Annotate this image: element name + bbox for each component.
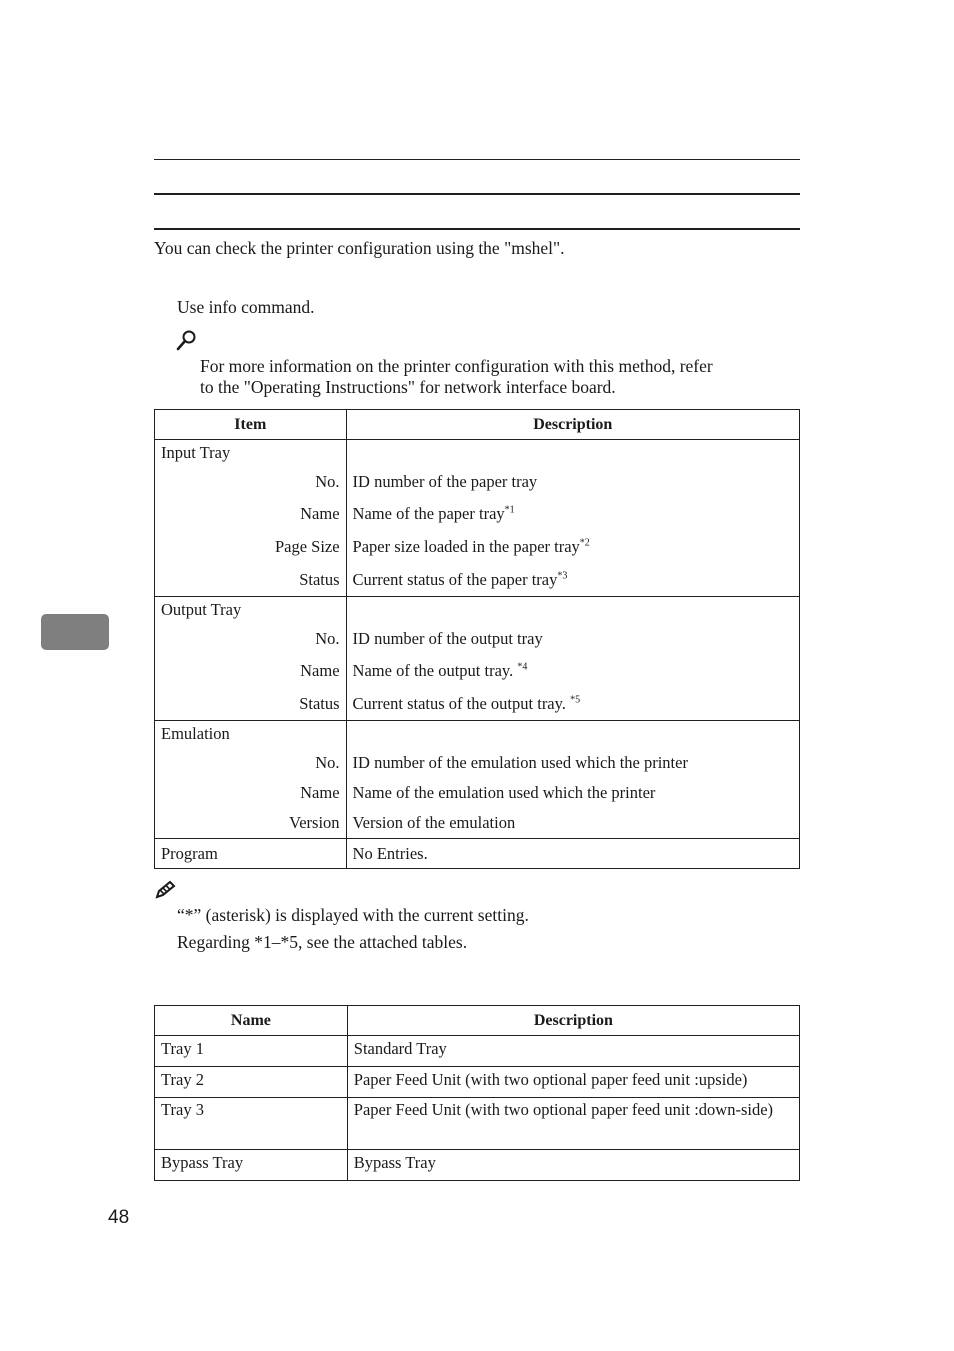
input-tray-no-desc: ID number of the paper tray [352,472,538,491]
input-tray-no: No. [315,472,340,491]
note-line-2: Regarding *1–*5, see the attached tables. [177,932,468,952]
pencil-icon [154,880,176,900]
reference-line-1: For more information on the printer configuration with this method, refer [200,356,713,376]
emulation-no-desc: ID number of the emulation used which the printer [352,753,688,772]
tray-desc-cell: Bypass Tray [347,1150,799,1181]
tray-desc-cell: Paper Feed Unit (with two optional paper feed unit :upside) [347,1067,799,1098]
input-tray-page-size-desc: Paper size loaded in the paper tray$^{*2}$ [352,537,590,556]
emulation-version: Version [289,813,340,832]
input-tray-group [155,440,800,597]
output-tray-no: No. [315,629,340,648]
table-row [155,1067,800,1098]
note-line-1: “*” (asterisk) is displayed with the current setting. [177,905,529,925]
input-tray-name-desc: Name of the paper tray$^{*1}$ [352,504,515,523]
magnifier-icon [176,329,198,351]
heading-rule-1 [154,193,800,195]
page-number: 48 [108,1207,130,1228]
program-row [155,839,800,869]
input-tray-label: Input Tray [161,443,231,462]
intro-text: You can check the printer configuration using the "mshel". [154,238,565,258]
program-label: Program [161,844,218,863]
header-name: Name [155,1006,348,1036]
input-tray-name: Name [300,504,340,523]
emulation-group [155,721,800,839]
emulation-name-desc: Name of the emulation used which the printer [352,783,656,802]
table-row [155,1098,800,1150]
input-tray-page-size: Page Size [274,537,340,556]
emulation-name: Name [300,783,340,802]
output-tray-group [155,597,800,721]
config-table [154,409,800,869]
config-table-header [155,410,800,440]
input-tray-status-desc: Current status of the paper tray$^{*3}$ [352,570,568,589]
input-tray-status: Status [299,570,340,589]
tray-name-cell: Bypass Tray [155,1150,348,1181]
emulation-no: No. [315,753,340,772]
tray-name-table-header [155,1006,800,1036]
top-rule-thin [154,159,800,160]
emulation-version-desc: Version of the emulation [352,813,516,832]
tray-desc-cell: Paper Feed Unit (with two optional paper feed unit :down-side) [347,1098,799,1150]
step-text: Use info command. [177,297,315,317]
output-tray-label: Output Tray [161,600,242,619]
program-desc: No Entries. [352,844,428,863]
tray-name-cell: Tray 2 [155,1067,348,1098]
reference-line-2: to the "Operating Instructions" for network interface board. [200,377,616,397]
output-tray-status: Status [299,694,340,713]
tray-name-table [154,1005,800,1181]
header-item: Item [155,410,347,440]
emulation-label: Emulation [161,724,230,743]
tray-name-cell: Tray 1 [155,1036,348,1067]
table-row [155,1036,800,1067]
header-description: Description [347,1006,799,1036]
output-tray-status-desc: Current status of the output tray. $^{*5}$ [352,694,581,713]
reference-text [200,356,713,398]
header-description: Description [346,410,799,440]
table-row [155,1150,800,1181]
output-tray-no-desc: ID number of the output tray [352,629,543,648]
heading-rule-2 [154,228,800,230]
chapter-tab-marker [41,614,109,650]
tray-name-cell: Tray 3 [155,1098,348,1150]
tray-desc-cell: Standard Tray [347,1036,799,1067]
output-tray-name-desc: Name of the output tray. $^{*4}$ [352,661,528,680]
output-tray-name: Name [300,661,340,680]
